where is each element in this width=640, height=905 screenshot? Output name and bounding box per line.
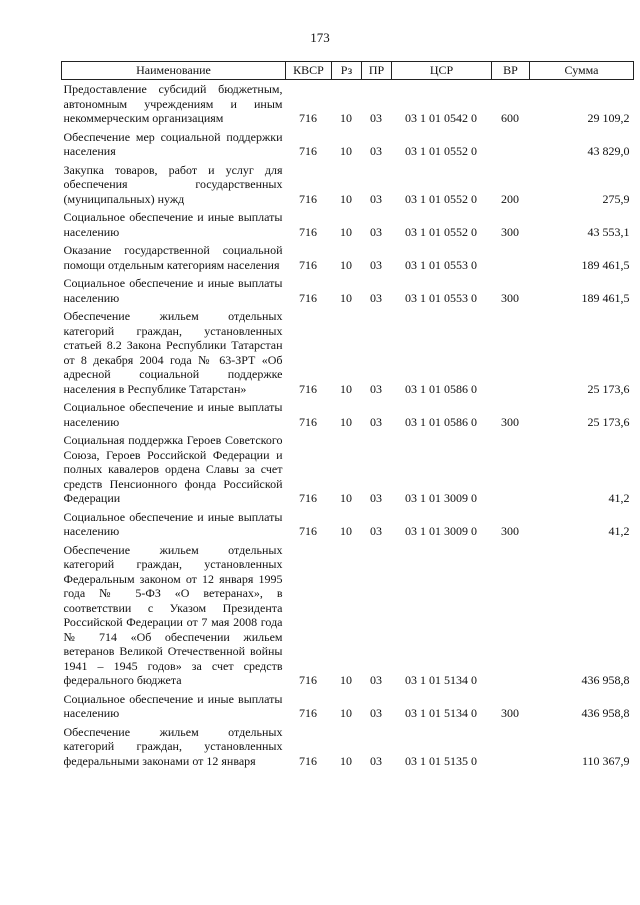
- row-name: Социальное обеспечение и иные выплаты населению: [63, 691, 283, 720]
- row-pr: 03: [370, 290, 382, 305]
- row-csr: 03 1 01 0553 0: [405, 257, 477, 272]
- row-vr: 300: [501, 290, 519, 305]
- row-kvsr: 716: [299, 191, 317, 206]
- row-csr: 03 1 01 0552 0: [405, 224, 477, 239]
- row-kvsr: 716: [299, 673, 317, 687]
- row-kvsr: 716: [299, 414, 317, 429]
- row-rz: 10: [340, 144, 352, 158]
- row-rz: 10: [340, 290, 352, 305]
- header-vr: ВР: [492, 62, 530, 80]
- row-vr: 600: [501, 111, 519, 125]
- table-row: [62, 723, 634, 771]
- row-vr: 300: [501, 224, 519, 239]
- table-row: [62, 161, 634, 209]
- row-sum: 189 461,5: [581, 257, 630, 272]
- row-name: Обеспечение жильем отдельных категорий граждан, установленных статьей 8.2 Закона Республики Татарстан от 8 декабря 2004 года № 63-ЗРТ «Об адресной социальной поддержке населения в Республике Татарстан»: [63, 309, 283, 396]
- row-sum: 29 109,2: [587, 111, 630, 125]
- row-kvsr: 716: [299, 257, 317, 272]
- row-vr: 300: [501, 524, 519, 538]
- row-csr: 03 1 01 0542 0: [405, 111, 477, 125]
- header-sum: Сумма: [530, 62, 634, 80]
- row-pr: 03: [370, 753, 382, 768]
- row-kvsr: 716: [299, 706, 317, 720]
- row-pr: 03: [370, 414, 382, 429]
- table-row: [62, 208, 634, 241]
- row-pr: 03: [370, 257, 382, 272]
- row-rz: 10: [340, 673, 352, 687]
- row-rz: 10: [340, 111, 352, 125]
- row-name: Социальное обеспечение и иные выплаты населению: [63, 509, 283, 538]
- row-vr: [492, 307, 530, 398]
- row-csr: 03 1 01 0552 0: [405, 191, 477, 206]
- row-vr: [492, 431, 530, 508]
- row-pr: 03: [370, 706, 382, 720]
- row-sum: 436 958,8: [581, 706, 630, 720]
- row-name: Обеспечение жильем отдельных категорий граждан, установленных федеральными законами от 12 января: [63, 724, 283, 768]
- row-kvsr: 716: [299, 224, 317, 239]
- row-kvsr: 716: [299, 753, 317, 768]
- table-row: [62, 274, 634, 307]
- row-sum: 110 367,9: [581, 753, 630, 768]
- table-row: [62, 508, 634, 541]
- row-csr: 03 1 01 5135 0: [405, 753, 477, 768]
- row-rz: 10: [340, 491, 352, 505]
- row-name: Оказание государственной социальной помощи отдельным категориям населения: [63, 243, 283, 272]
- row-sum: 41,2: [608, 491, 630, 505]
- row-rz: 10: [340, 414, 352, 429]
- row-pr: 03: [370, 224, 382, 239]
- row-vr: [492, 241, 530, 274]
- header-name: Наименование: [62, 62, 286, 80]
- row-kvsr: 716: [299, 491, 317, 505]
- row-name: Социальное обеспечение и иные выплаты населению: [63, 400, 283, 429]
- row-name: Предоставление субсидий бюджетным, автономным учреждениям и иным некоммерческим организациям: [63, 82, 283, 125]
- row-csr: 03 1 01 5134 0: [405, 706, 477, 720]
- row-sum: 43 553,1: [587, 224, 630, 239]
- row-name: Обеспечение жильем отдельных категорий граждан, установленных Федеральным законом от 12 января 1995 года № 5-ФЗ «О ветеранах», в соответствии с Указом Президента Российской Федерации от 7 мая 2008 года № 714 «Об обеспечении жильем ветеранов Великой Отечественной войны 1941 – 1945 годов» за счет средств федерального бюджета: [63, 542, 283, 687]
- row-pr: 03: [370, 381, 382, 396]
- row-csr: 03 1 01 5134 0: [405, 673, 477, 687]
- row-sum: 25 173,6: [587, 381, 630, 396]
- row-pr: 03: [370, 673, 382, 687]
- row-rz: 10: [340, 381, 352, 396]
- row-kvsr: 716: [299, 144, 317, 158]
- row-vr: [492, 541, 530, 690]
- table-header: [62, 62, 634, 80]
- row-kvsr: 716: [299, 524, 317, 538]
- row-sum: 25 173,6: [587, 414, 630, 429]
- row-rz: 10: [340, 224, 352, 239]
- row-csr: 03 1 01 0586 0: [405, 414, 477, 429]
- row-name: Социальная поддержка Героев Советского Союза, Героев Российской Федерации и полных кавалеров ордена Славы за счет средств Пенсионного фонда Российской Федерации: [63, 433, 283, 505]
- row-sum: 43 829,0: [587, 144, 630, 158]
- table-row: [62, 398, 634, 431]
- row-vr: [492, 128, 530, 161]
- row-kvsr: 716: [299, 381, 317, 396]
- budget-table: [61, 61, 634, 770]
- row-pr: 03: [370, 491, 382, 505]
- row-csr: 03 1 01 0586 0: [405, 381, 477, 396]
- row-kvsr: 716: [299, 290, 317, 305]
- table-row: [62, 80, 634, 128]
- row-rz: 10: [340, 524, 352, 538]
- row-csr: 03 1 01 0553 0: [405, 290, 477, 305]
- table-row: [62, 307, 634, 398]
- table-row: [62, 431, 634, 508]
- row-name: Социальное обеспечение и иные выплаты населению: [63, 276, 283, 305]
- header-rz: Рз: [332, 62, 362, 80]
- row-sum: 275,9: [602, 191, 630, 206]
- row-pr: 03: [370, 191, 382, 206]
- header-pr: ПР: [362, 62, 392, 80]
- table-row: [62, 690, 634, 723]
- row-vr: 300: [501, 706, 519, 720]
- table-body: [62, 80, 634, 771]
- page-number: 173: [310, 30, 330, 45]
- row-name: Закупка товаров, работ и услуг для обеспечения государственных (муниципальных) нужд: [63, 162, 283, 206]
- table-row: [62, 241, 634, 274]
- row-csr: 03 1 01 3009 0: [405, 524, 477, 538]
- row-sum: 189 461,5: [581, 290, 630, 305]
- row-csr: 03 1 01 0552 0: [405, 144, 477, 158]
- table-row: [62, 541, 634, 690]
- row-csr: 03 1 01 3009 0: [405, 491, 477, 505]
- row-rz: 10: [340, 706, 352, 720]
- row-vr: [492, 723, 530, 771]
- row-kvsr: 716: [299, 111, 317, 125]
- row-pr: 03: [370, 144, 382, 158]
- header-kvsr: КВСР: [286, 62, 332, 80]
- row-name: Социальное обеспечение и иные выплаты населению: [63, 210, 283, 239]
- row-rz: 10: [340, 753, 352, 768]
- table-row: [62, 128, 634, 161]
- row-pr: 03: [370, 524, 382, 538]
- row-sum: 436 958,8: [581, 673, 630, 687]
- row-sum: 41,2: [608, 524, 630, 538]
- row-name: Обеспечение мер социальной поддержки населения: [63, 129, 283, 158]
- row-vr: 300: [501, 414, 519, 429]
- row-vr: 200: [501, 191, 519, 206]
- row-rz: 10: [340, 257, 352, 272]
- row-pr: 03: [370, 111, 382, 125]
- header-csr: ЦСР: [392, 62, 492, 80]
- row-rz: 10: [340, 191, 352, 206]
